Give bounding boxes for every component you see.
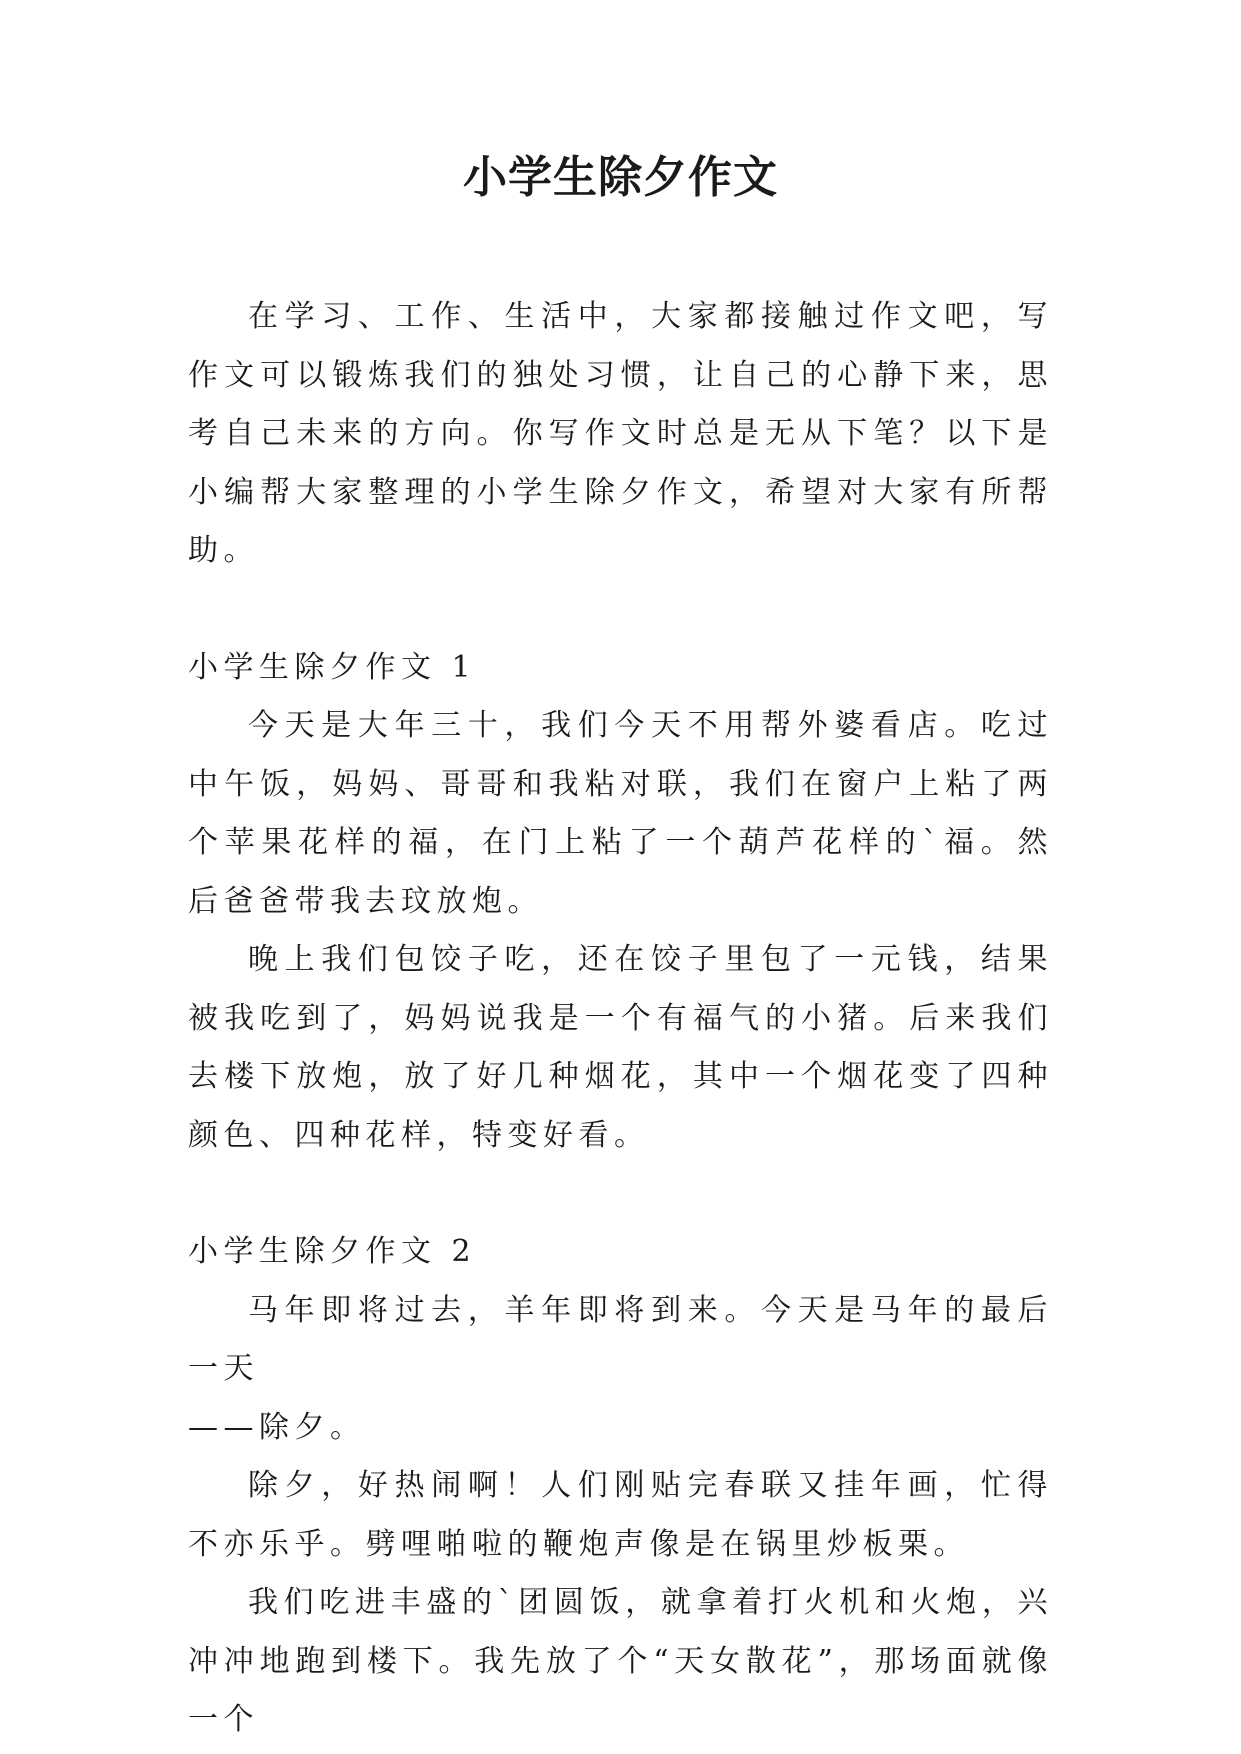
essay-section-1 [188, 639, 1053, 1166]
document-title: 小学生除夕作文 [463, 152, 778, 203]
document-body [188, 288, 1053, 1750]
body-paragraph: 晚上我们包饺子吃，还在饺子里包了一元钱，结果被我吃到了，妈妈说我是一个有福气的小猪。后来我们去楼下放炮，放了好几种烟花，其中一个烟花变了四种颜色、四种花样，特变好看。 [188, 942, 1053, 1153]
body-paragraph: ——除夕。 [188, 1409, 366, 1445]
body-paragraph: 今天是大年三十，我们今天不用帮外婆看店。吃过中午饭，妈妈、哥哥和我粘对联，我们在窗户上粘了两个苹果花样的福，在门上粘了一个葫芦花样的`福。然后爸爸带我去玟放炮。 [188, 708, 1053, 919]
section-gap [188, 1165, 1053, 1223]
essay-section-2 [188, 1223, 1053, 1750]
section-heading: 小学生除夕作文 2 [188, 1234, 477, 1269]
body-paragraph: 我们吃进丰盛的`团圆饭，就拿着打火机和火炮，兴冲冲地跑到楼下。我先放了个“天女散花”，那场面就像一个 [188, 1585, 1053, 1737]
body-paragraph: 除夕，好热闹啊！人们刚贴完春联又挂年画，忙得不亦乐乎。劈哩啪啦的鞭炮声像是在锅里炒板栗。 [188, 1468, 1053, 1562]
section-heading: 小学生除夕作文 1 [188, 649, 477, 685]
intro-paragraph: 在学习、工作、生活中，大家都接触过作文吧，写作文可以锻炼我们的独处习惯，让自己的心静下来，思考自己未来的方向。你写作文时总是无从下笔？以下是小编帮大家整理的小学生除夕作文，希望对大家有所帮助。 [188, 299, 1053, 568]
section-gap [188, 581, 1053, 639]
body-paragraph: 马年即将过去，羊年即将到来。今天是马年的最后一天 [188, 1292, 1053, 1386]
